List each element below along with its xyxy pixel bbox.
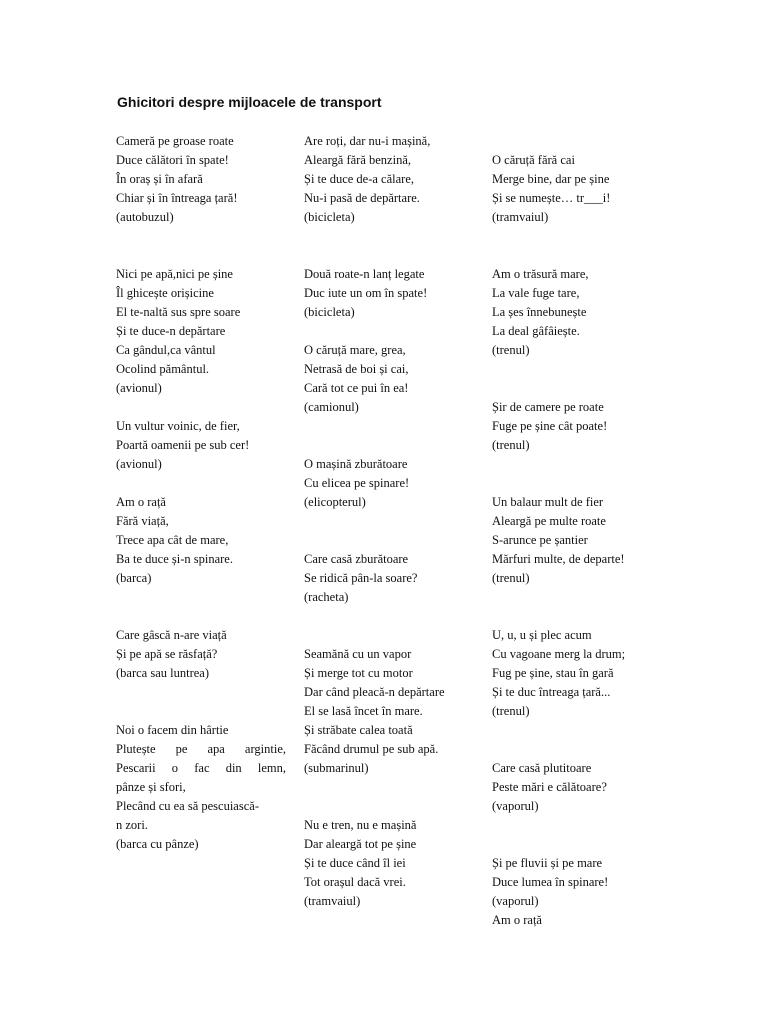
riddle-column-1 (116, 132, 286, 854)
riddle-line: Nici pe apă,nici pe șine (116, 267, 233, 281)
riddle-line: Peste mări e călătoare? (492, 780, 607, 794)
riddle-line: Două roate-n lanț legate (304, 267, 425, 281)
riddle-line: Ba te duce și-n spinare. (116, 552, 233, 566)
riddle-line: (trenul) (492, 571, 530, 585)
riddle-line: Ocolind pământul. (116, 362, 210, 376)
blank-line (304, 436, 474, 455)
riddle-line: (avionul) (116, 381, 162, 395)
blank-line (492, 740, 662, 759)
blank-line (492, 835, 662, 854)
riddle-line: Chiar și în întreaga țară! (116, 191, 238, 205)
riddle-line: U, u, u și plec acum (492, 628, 592, 642)
riddle-line: Merge bine, dar pe șine (492, 172, 610, 186)
blank-line (492, 246, 662, 265)
riddle-line: Netrasă de boi și cai, (304, 362, 409, 376)
riddle-line: Care gâscă n-are viață (116, 628, 227, 642)
blank-line (492, 455, 662, 474)
riddle-line: (trenul) (492, 438, 530, 452)
riddle-line: Și te duce de-a călare, (304, 172, 415, 186)
riddle-line: S-arunce pe șantier (492, 533, 588, 547)
riddle-line: Am o rață (492, 913, 542, 927)
blank-line (304, 512, 474, 531)
riddle-line: Și te duce-n depărtare (116, 324, 226, 338)
riddle-line: O căruță fără cai (492, 153, 575, 167)
blank-line (492, 816, 662, 835)
blank-line (492, 607, 662, 626)
blank-line (116, 246, 286, 265)
riddle-line: Am o trăsură mare, (492, 267, 589, 281)
riddle-line: Și te duce când îl iei (304, 856, 406, 870)
blank-line (304, 531, 474, 550)
riddle-line: (racheta) (304, 590, 349, 604)
riddle-line: (barca cu pânze) (116, 837, 199, 851)
blank-line (492, 227, 662, 246)
riddle-line: La deal gâfâiește. (492, 324, 580, 338)
riddle-line: (barca) (116, 571, 152, 585)
riddle-line: (tramvaiul) (304, 894, 361, 908)
riddle-line: (submarinul) (304, 761, 369, 775)
riddle-line: O mașină zburătoare (304, 457, 408, 471)
riddle-column-3 (492, 151, 662, 930)
riddle-line: Dar aleargă tot pe șine (304, 837, 417, 851)
riddle-line: Plecând cu ea să pescuiască- (116, 799, 259, 813)
riddle-line: Nu e tren, nu e mașină (304, 818, 417, 832)
riddle-line: (barca sau luntrea) (116, 666, 209, 680)
riddle-line: Are roți, dar nu-i mașină, (304, 134, 431, 148)
riddle-line: Cară tot ce pui în ea! (304, 381, 409, 395)
blank-line (304, 322, 474, 341)
blank-line (492, 588, 662, 607)
riddle-line: Cu vagoane merg la drum; (492, 647, 626, 661)
blank-line (116, 227, 286, 246)
blank-line (116, 607, 286, 626)
riddle-line: O căruță mare, grea, (304, 343, 406, 357)
riddle-line: Și străbate calea toată (304, 723, 413, 737)
riddle-line: Fără viață, (116, 514, 169, 528)
blank-line (304, 417, 474, 436)
riddle-line: (tramvaiul) (492, 210, 549, 224)
riddle-line: Duc iute un om în spate! (304, 286, 428, 300)
riddle-line: Am o rață (116, 495, 166, 509)
riddle-line: Fuge pe șine cât poate! (492, 419, 608, 433)
riddle-line: Și se numește… tr___i! (492, 191, 611, 205)
riddle-line: Cu elicea pe spinare! (304, 476, 410, 490)
riddle-column-2 (304, 132, 474, 911)
riddle-line: Cameră pe groase roate (116, 134, 234, 148)
riddle-line: El se lasă încet în mare. (304, 704, 423, 718)
riddle-line: Noi o facem din hârtie (116, 723, 229, 737)
riddle-line: (bicicleta) (304, 210, 355, 224)
riddle-line: (trenul) (492, 343, 530, 357)
document-title: Ghicitori despre mijloacele de transport (117, 94, 382, 110)
riddle-line: Și pe apă se răsfață? (116, 647, 218, 661)
blank-line (116, 474, 286, 493)
blank-line (304, 797, 474, 816)
blank-line (304, 227, 474, 246)
riddle-line: La șes înnebunește (492, 305, 587, 319)
riddle-line: Și merge tot cu motor (304, 666, 413, 680)
blank-line (116, 398, 286, 417)
blank-line (492, 474, 662, 493)
blank-line (304, 607, 474, 626)
riddle-line: Dar când pleacă-n depărtare (304, 685, 445, 699)
riddle-line: (bicicleta) (304, 305, 355, 319)
riddle-line: (avionul) (116, 457, 162, 471)
riddle-line: Și pe fluvii și pe mare (492, 856, 603, 870)
riddle-line: n zori. (116, 818, 148, 832)
blank-line (116, 588, 286, 607)
riddle-line: Îl ghicește orișicine (116, 286, 214, 300)
riddle-line: (vaporul) (492, 799, 539, 813)
riddle-line: Un balaur mult de fier (492, 495, 604, 509)
riddle-line: În oraș și în afară (116, 172, 203, 186)
riddle-line: Un vultur voinic, de fier, (116, 419, 240, 433)
riddle-line: (autobuzul) (116, 210, 174, 224)
riddle-line: El te-naltă sus spre soare (116, 305, 241, 319)
riddle-line: pânze și sfori, (116, 780, 186, 794)
blank-line (304, 626, 474, 645)
blank-line (492, 360, 662, 379)
riddle-line: (vaporul) (492, 894, 539, 908)
riddle-line: Fug pe șine, stau în gară (492, 666, 614, 680)
riddle-line: Se ridică pân-la soare? (304, 571, 418, 585)
riddle-line: (camionul) (304, 400, 359, 414)
riddle-line: Duce călători în spate! (116, 153, 229, 167)
riddle-line: Mărfuri multe, de departe! (492, 552, 625, 566)
riddle-line: Nu-i pasă de depărtare. (304, 191, 420, 205)
blank-line (304, 778, 474, 797)
riddle-line: Făcând drumul pe sub apă. (304, 742, 439, 756)
riddle-line: Duce lumea în spinare! (492, 875, 609, 889)
riddle-line: (trenul) (492, 704, 530, 718)
riddle-line: Aleargă pe multe roate (492, 514, 606, 528)
blank-line (492, 721, 662, 740)
riddle-line: Care casă plutitoare (492, 761, 592, 775)
riddle-line: La vale fuge tare, (492, 286, 580, 300)
riddle-line: Trece apa cât de mare, (116, 533, 229, 547)
blank-line (492, 379, 662, 398)
riddle-line: Șir de camere pe roate (492, 400, 604, 414)
riddle-line: Tot orașul dacă vrei. (304, 875, 406, 889)
riddle-line: Pescarii o fac din lemn, (116, 761, 286, 775)
riddle-line: Aleargă fără benzină, (304, 153, 411, 167)
blank-line (116, 683, 286, 702)
riddle-line: Și te duc întreaga țară... (492, 685, 611, 699)
riddle-line: (elicopterul) (304, 495, 366, 509)
riddle-line: Ca gândul,ca vântul (116, 343, 216, 357)
riddle-line: Seamănă cu un vapor (304, 647, 412, 661)
riddle-line: Poartă oamenii pe sub cer! (116, 438, 250, 452)
blank-line (304, 246, 474, 265)
riddle-line: Care casă zburătoare (304, 552, 409, 566)
riddle-line: Plutește pe apa argintie, (116, 742, 286, 756)
blank-line (116, 702, 286, 721)
